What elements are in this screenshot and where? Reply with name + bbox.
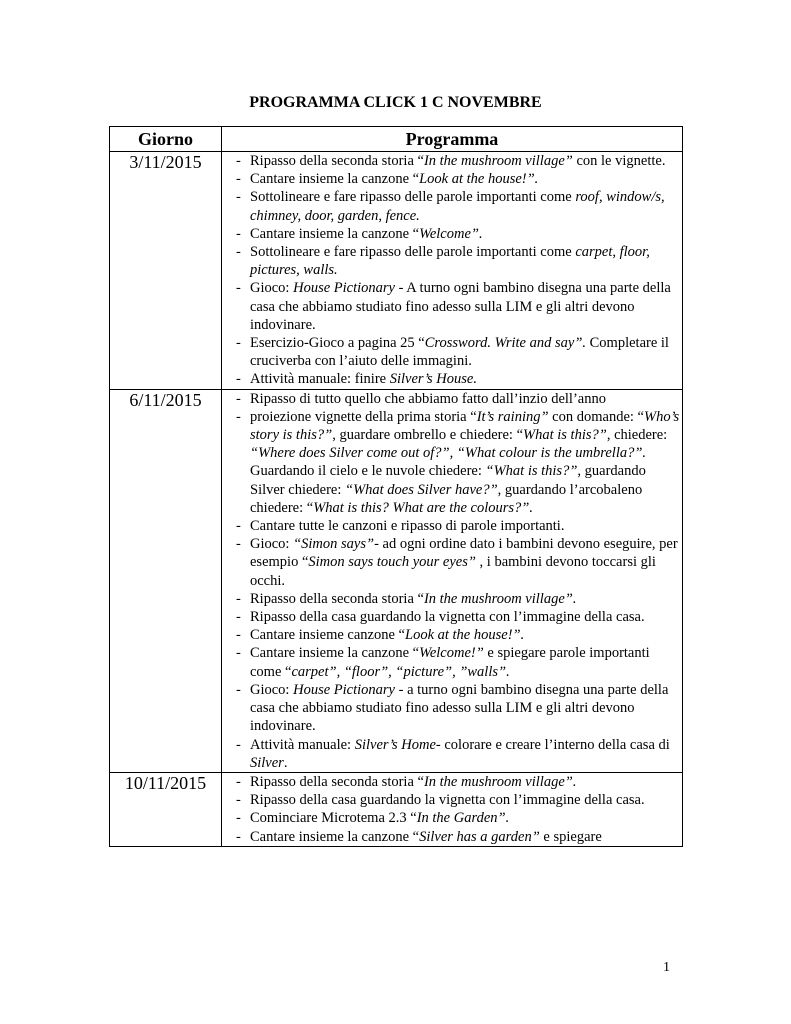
italic-text: Look at the house!”. [419, 171, 539, 188]
italic-text: Welcome!” [419, 645, 484, 662]
text-segment: Esercizio-Gioco a pagina 25 “ [250, 335, 425, 352]
text-segment: Gioco: [250, 280, 294, 297]
italic-text: carpet”, “floor”, “picture”, ”walls”. [291, 663, 510, 680]
list-item [222, 517, 682, 535]
text-segment: Cantare insieme la canzone “ [250, 645, 420, 662]
document-title: PROGRAMMA CLICK 1 C NOVEMBRE [249, 94, 542, 111]
italic-text: What is this? What are the colours?”. [313, 499, 533, 516]
list-item [222, 188, 682, 224]
list-item [222, 608, 682, 626]
list-item [222, 590, 682, 608]
text-segment: Cominciare Microtema 2.3 “ [250, 810, 417, 827]
italic-text: roof, window/s, chimney, door, garden, fence. [250, 189, 665, 224]
text-segment: proiezione vignette della prima storia “ [250, 408, 477, 425]
list-item [222, 408, 682, 517]
italic-text: House Pictionary [293, 280, 395, 297]
activity-list [222, 152, 682, 389]
text-segment: Cantare tutte le canzoni e ripasso di parole importanti. [250, 518, 565, 535]
row-programma [222, 389, 683, 772]
text-segment: - a turno ogni bambino disegna una parte della casa che abbiamo studiato fino adesso sulla LIM e gli altri devono indovinare. [250, 681, 669, 735]
text-segment: Gioco: [250, 536, 294, 553]
italic-text: “What is this?” [485, 463, 578, 480]
italic-text: Silver’s Home [354, 736, 436, 753]
text-segment: Ripasso di tutto quello che abbiamo fatto dall’inzio dell’anno [250, 390, 606, 407]
italic-text: “What does Silver have?” [345, 481, 498, 498]
text-segment: - ad ogni ordine dato i bambini devono eseguire, per esempio “ [250, 536, 678, 571]
italic-text: “Where does Silver come out of?”, “What colour is the umbrella?”. [250, 445, 647, 462]
row-programma [222, 152, 683, 390]
header-programma: Programma [222, 127, 683, 152]
italic-text: Silver’s House. [389, 371, 477, 388]
text-segment: Attività manuale: finire [250, 371, 390, 388]
list-item [222, 626, 682, 644]
row-date: 6/11/2015 [110, 389, 222, 772]
italic-text: carpet, floor, pictures, walls. [250, 244, 650, 279]
italic-text: What is this?” [523, 427, 607, 444]
italic-text: In the mushroom village”. [423, 773, 577, 790]
text-segment: Gioco: [250, 681, 294, 698]
text-segment: , guardare ombrello e chiedere: “ [332, 427, 524, 444]
header-giorno: Giorno [110, 127, 222, 152]
italic-text: Welcome”. [419, 225, 483, 242]
list-item [222, 736, 682, 772]
table-header-row [110, 127, 683, 152]
text-segment: , i bambini devono toccarsi gli occhi. [250, 554, 656, 589]
text-segment: , guardando l’arcobaleno chiedere: “ [250, 481, 643, 516]
text-segment: , chiedere: [606, 427, 668, 444]
italic-text: Look at the house!”. [405, 627, 525, 644]
text-segment: - A turno ogni bambino disegna una parte della casa che abbiamo studiato fino adesso sulla LIM e gli altri devono indovinare. [250, 280, 671, 333]
list-item [222, 225, 682, 243]
text-segment: Ripasso della seconda storia “ [250, 590, 424, 607]
italic-text: Silver has a garden” [419, 828, 540, 845]
list-item [222, 773, 682, 791]
italic-text: Crossword. Write and say”. [424, 335, 587, 352]
text-segment: Ripasso della seconda storia “ [250, 153, 424, 169]
list-item [222, 390, 682, 408]
text-segment: con le vignette. [572, 153, 666, 169]
program-table [109, 126, 683, 847]
italic-text: In the Garden”. [416, 810, 510, 827]
text-segment: Cantare insieme la canzone “ [250, 225, 420, 242]
activity-list [222, 390, 682, 772]
list-item [222, 152, 682, 170]
text-segment: Cantare insieme la canzone “ [250, 828, 420, 845]
italic-text: Silver [250, 754, 284, 771]
text-segment: - colorare e creare l’interno della casa di [435, 736, 670, 753]
italic-text: In the mushroom village”. [423, 590, 577, 607]
row-programma [222, 772, 683, 846]
row-date: 10/11/2015 [110, 772, 222, 846]
table-row [110, 772, 683, 846]
list-item [222, 828, 682, 846]
list-item [222, 809, 682, 827]
italic-text: Who’s story is this?” [250, 408, 680, 444]
text-segment: Attività manuale: [250, 736, 355, 753]
list-item [222, 370, 682, 388]
text-segment: con domande: “ [548, 408, 644, 425]
list-item [222, 334, 682, 370]
text-segment: e spiegare parole importanti come “ [250, 645, 650, 680]
text-segment: e spiegare [539, 828, 602, 845]
text-segment: Sottolineare e fare ripasso delle parole importanti come [250, 244, 576, 261]
italic-text: House Pictionary [293, 681, 395, 698]
italic-text: It’s raining” [476, 408, 549, 425]
text-segment: Cantare insieme canzone “ [250, 627, 405, 644]
text-segment: Guardando il cielo e le nuvole chiedere: [250, 463, 486, 480]
page-number: 1 [663, 960, 670, 975]
text-segment: Sottolineare e fare ripasso delle parole importanti come [250, 189, 576, 206]
list-item [222, 644, 682, 680]
italic-text: Simon says touch your eyes” [308, 554, 476, 571]
italic-text: “Simon says” [293, 536, 375, 553]
text-segment: Ripasso della seconda storia “ [250, 773, 424, 790]
text-segment: Ripasso della casa guardando la vignetta con l’immagine della casa. [250, 792, 645, 809]
list-item [222, 681, 682, 736]
list-item [222, 791, 682, 809]
list-item [222, 170, 682, 188]
row-date: 3/11/2015 [110, 152, 222, 390]
text-segment: , guardando Silver chiedere: [250, 463, 646, 498]
table-row [110, 389, 683, 772]
text-segment: . [283, 754, 288, 771]
list-item [222, 535, 682, 590]
activity-list [222, 773, 682, 846]
text-segment: Cantare insieme la canzone “ [250, 171, 420, 188]
text-segment: Ripasso della casa guardando la vignetta con l’immagine della casa. [250, 609, 645, 626]
list-item [222, 279, 682, 334]
italic-text: In the mushroom village” [423, 153, 573, 169]
table-row [110, 152, 683, 390]
list-item [222, 243, 682, 279]
text-segment: Completare il cruciverba con l’aiuto delle immagini. [250, 335, 669, 370]
